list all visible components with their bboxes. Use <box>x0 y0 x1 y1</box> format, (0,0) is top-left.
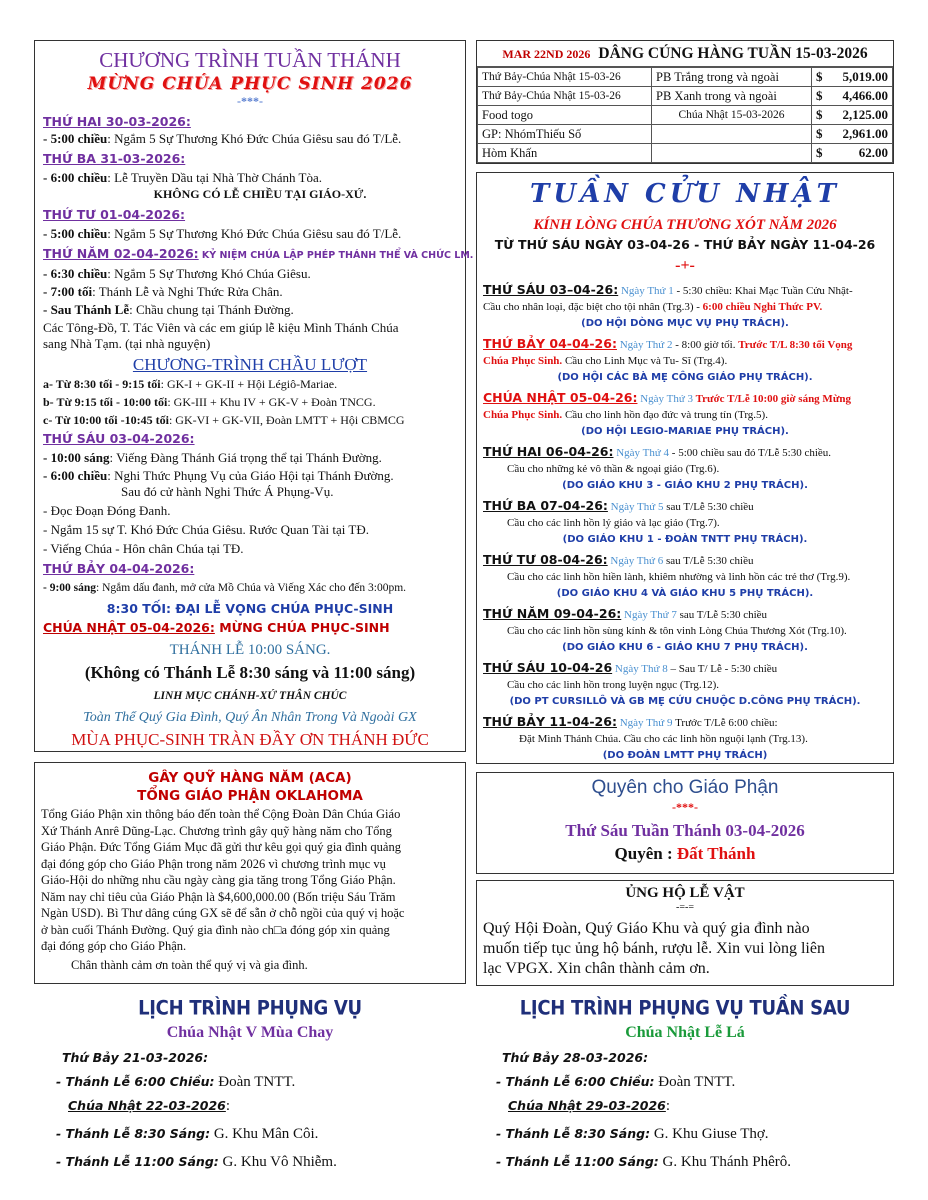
offering-cell-d: 5,019.00 <box>830 68 893 87</box>
offering-cell-a: Thứ Bảy-Chúa Nhật 15-03-26 <box>478 87 652 106</box>
novena-day-heading: THỨ BẢY 11-04-26: <box>483 714 617 729</box>
aca-line: ở bàn cuối Thánh Đường. Quý gia đình nào ch□a đóng góp xin quảng <box>41 922 390 937</box>
novena-day-note: (DO GIÁO KHU 3 - GIÁO KHU 2 PHỤ TRÁCH). <box>562 480 808 491</box>
aca-body <box>41 806 459 955</box>
schedule-next-subtitle: Chúa Nhật Lễ Lá <box>625 1024 745 1041</box>
novena-day-number: Ngày Thứ 9 <box>616 717 673 729</box>
support-line: Quý Hội Đoàn, Quý Giáo Khu và quý gia đình nào <box>483 920 810 937</box>
adoration-c: c- Từ 10:00 tối -10:45 tối: GK-VI + GK-VII, Đoàn LMTT + Hội CBMCG <box>43 413 405 427</box>
schedule-current-title: LỊCH TRÌNH PHỤNG VỤ <box>138 996 362 1020</box>
monday-heading: THỨ HAI 30-03-2026: <box>43 114 191 129</box>
friday-line-2: - 6:00 chiều: Nghi Thức Phụng Vụ của Giáo Hội tại Thánh Đường. <box>43 468 394 483</box>
easter-vigil: 8:30 TỐI: ĐẠI LỄ VỌNG CHÚA PHỤC-SINH <box>106 601 394 616</box>
thursday-line-1: - 6:30 chiều: Ngắm 5 Sự Thương Khó Chúa Giêsu. <box>43 266 311 281</box>
saturday-line-1: - 9:00 sáng: Ngắm dấu đanh, mở cửa Mồ Chúa và Viếng Xác cho đến 3:00pm. <box>43 582 407 594</box>
novena-title: TUẦN CỬU NHẬT <box>530 179 840 209</box>
holy-week-title: CHƯƠNG TRÌNH TUẦN THÁNH <box>99 48 401 72</box>
schedule-next-mass-2: - Thánh Lễ 11:00 Sáng: G. Khu Thánh Phêrô. <box>496 1154 791 1170</box>
novena-day-number: Ngày Thứ 3 <box>637 393 694 405</box>
schedule-next <box>476 996 894 1174</box>
offering-cell-d: 2,961.00 <box>830 125 893 144</box>
novena-day-note: (DO PT CURSILLÔ VÀ GB MẸ CỨU CHUỘC D.CÔNG PHỤ TRÁCH). <box>509 696 861 707</box>
monday-line: - 5:00 chiều: Ngắm 5 Sự Thương Khó Đức Chúa Giêsu sau đó T/Lễ. <box>43 131 402 146</box>
novena-subtitle-2: TỪ THỨ SÁU NGÀY 03-04-26 - THỨ BẢY NGÀY 11-04-26 <box>494 237 876 252</box>
support-body <box>483 919 887 979</box>
novena-day: THỨ HAI 06-04-26: Ngày Thứ 4 - 5:00 chiều sau đó T/Lễ 5:30 chiều. Cầu cho những kẻ vô thần & ngoại giáo (Trg.6). (DO GIÁO KHU 3 - GIÁO KHU 2 PHỤ TRÁCH). <box>483 443 887 494</box>
holy-week-box <box>34 40 474 752</box>
greeting-families: Toàn Thể Quý Gia Đình, Quý Ân Nhân Trong Và Ngoài GX <box>83 710 417 725</box>
wednesday-line: - 5:00 chiều: Ngắm 5 Sự Thương Khó Đức Chúa Giêsu sau đó T/Lễ. <box>43 226 402 241</box>
aca-line: đại đóng góp cho Giáo Phận trong năm 2026 vì chương trình mục vụ <box>41 856 386 871</box>
offering-cell-a: Hòm Khấn <box>478 144 652 163</box>
offering-cell-d: 4,466.00 <box>830 87 893 106</box>
novena-day-heading: CHÚA NHẬT 05-04-26: <box>483 390 638 405</box>
schedule-current-mass-2: - Thánh Lễ 11:00 Sáng: G. Khu Vô Nhiễm. <box>56 1154 337 1170</box>
offering-row <box>478 125 893 144</box>
offering-cell-d: 62.00 <box>830 144 893 163</box>
support-separator: -=-= <box>676 902 694 913</box>
novena-day-note: (DO GIÁO KHU 1 - ĐOÀN TNTT PHỤ TRÁCH). <box>562 534 808 545</box>
offering-cell-c: $ <box>812 87 830 106</box>
support-line: muốn tiếp tục ủng hộ bánh, rượu lễ. Xin vui lòng liên <box>483 940 825 957</box>
novena-day-number: Ngày Thứ 7 <box>621 609 677 621</box>
thursday-line-4: Các Tông-Đồ, T. Tác Viên và các em giúp lễ kiệu Mình Thánh Chúa <box>43 320 399 335</box>
novena-day-number: Ngày Thứ 8 <box>612 663 668 675</box>
novena-day-heading: THỨ BA 07-04-26: <box>483 498 608 513</box>
holy-week-subtitle: MỪNG CHÚA PHỤC SINH 2026 <box>87 74 413 94</box>
offering-row <box>478 106 893 125</box>
sunday-heading-2: MỪNG CHÚA PHỤC-SINH <box>214 620 390 635</box>
pastor-greeting: LINH MỤC CHÁNH-XỨ THÂN CHÚC <box>153 690 347 702</box>
novena-day-note: (DO HỘI LEGIO-MARIAE PHỤ TRÁCH). <box>581 426 789 437</box>
sunday-heading-row <box>43 619 457 637</box>
offering-cell-b: Chúa Nhật 15-03-2026 <box>652 106 812 125</box>
aca-line: đại đóng góp cho Giáo Phận. <box>41 939 187 953</box>
collection-title: Quyên cho Giáo Phận <box>591 777 779 798</box>
collection-date: Thứ Sáu Tuần Thánh 03-04-2026 <box>565 821 805 840</box>
aca-line: Ngàn USD). Bì Thư dâng cúng GX sẽ để sẵn ở chỗ ngồi của quý vị hoặc <box>41 906 405 920</box>
sunday-mass: THÁNH LỄ 10:00 SÁNG. <box>169 642 331 658</box>
support-box <box>476 880 894 986</box>
schedule-current-mass-1: - Thánh Lễ 8:30 Sáng: G. Khu Mân Côi. <box>56 1126 319 1142</box>
schedule-next-title: LỊCH TRÌNH PHỤNG VỤ TUẦN SAU <box>519 996 851 1020</box>
novena-box <box>476 172 894 764</box>
schedule-current-sat-mass: - Thánh Lễ 6:00 Chiều: Đoàn TNTT. <box>56 1074 296 1090</box>
offering-cell-b <box>652 125 812 144</box>
offering-cell-a: GP: NhómThiếu Số <box>478 125 652 144</box>
aca-line: Năm nay chỉ tiêu của Giáo Phận là $4,600,000.00 (Bốn triệu Sáu Trăm <box>41 889 396 904</box>
novena-day-heading: THỨ NĂM 09-04-26: <box>483 606 622 621</box>
novena-day-number: Ngày Thứ 6 <box>607 555 664 567</box>
novena-day: THỨ BẢY 11-04-26: Ngày Thứ 9 Trước T/Lễ 6:00 chiều: Đặt Mình Thánh Chúa. Cầu cho các linh hồn nguội lạnh (Trg.13). (DO ĐOÀN LMTT PHỤ TRÁCH) <box>483 713 887 764</box>
collection-value-row: Quyên : Đất Thánh <box>614 844 756 863</box>
offering-row <box>478 144 893 163</box>
friday-heading: THỨ SÁU 03-04-2026: <box>43 431 195 446</box>
adoration-title: CHƯƠNG-TRÌNH CHẦU LƯỢT <box>132 355 368 374</box>
novena-subtitle-1: KÍNH LÒNG CHÚA THƯƠNG XÓT NĂM 2026 <box>533 217 837 233</box>
friday-line-6: - Viếng Chúa - Hôn chân Chúa tại TĐ. <box>43 541 244 556</box>
adoration-a: a- Từ 8:30 tối - 9:15 tối: GK-I + GK-II + Hội Légiô-Mariae. <box>43 377 338 391</box>
novena-day: THỨ SÁU 10-04-26 Ngày Thứ 8 – Sau T/ Lễ - 5:30 chiều Cầu cho các linh hồn trong luyện ngục (Trg.12). (DO PT CURSILLÔ VÀ GB MẸ CỨU CHUỘC D.CÔNG PHỤ TRÁCH). <box>483 659 887 710</box>
aca-title: GÂY QUỸ HÀNG NĂM (ACA) <box>148 770 352 786</box>
novena-day-heading: THỨ BẢY 04-04-26: <box>483 336 617 351</box>
novena-day: THỨ NĂM 09-04-26: Ngày Thứ 7 sau T/Lễ 5:30 chiều Cầu cho các linh hồn sùng kính & tôn vinh Lòng Chúa Thương Xót (Trg.10). (DO GIÁO KHU 6 - GIÁO KHU 7 PHỤ TRÁCH). <box>483 605 887 656</box>
offering-cell-c: $ <box>812 144 830 163</box>
schedule-next-sat: Thứ Bảy 28-03-2026: <box>502 1050 649 1065</box>
support-line: lạc VPGX. Xin chân thành cảm ơn. <box>483 960 710 977</box>
novena-day-number: Ngày Thứ 2 <box>616 339 673 351</box>
offering-row <box>478 87 893 106</box>
tuesday-note: KHÔNG CÓ LỄ CHIỀU TẠI GIÁO-XỨ. <box>153 187 367 201</box>
no-mass-note: (Không có Thánh Lễ 8:30 sáng và 11:00 sáng) <box>84 663 416 682</box>
friday-line-1: - 10:00 sáng: Viếng Đàng Thánh Giá trọng thể tại Thánh Đường. <box>43 450 382 465</box>
novena-day-note: (DO HỘI DÒNG MỤC VỤ PHỤ TRÁCH). <box>581 318 789 329</box>
novena-separator: -+- <box>675 257 695 274</box>
novena-day: THỨ BẢY 04-04-26: Ngày Thứ 2 - 8:00 giờ tối. Trước T/L 8:30 tối Vọng Chúa Phục Sinh. Cầu cho Linh Mục và Tu- Sĩ (Trg.4). (DO HỘI CÁC BÀ MẸ CÔNG GIÁO PHỤ TRÁCH). <box>483 335 887 386</box>
offering-cell-c: $ <box>812 106 830 125</box>
tuesday-line: - 6:00 chiều: Lễ Truyền Dầu tại Nhà Thờ Chánh Tòa. <box>43 170 323 185</box>
novena-days <box>483 281 887 764</box>
saturday-heading: THỨ BẢY 04-04-2026: <box>43 561 195 576</box>
aca-line: Tổng Giáo Phận xin thông báo đến toàn thể Cộng Đoàn Dân Chúa Giáo <box>41 807 401 821</box>
aca-line: Xứ Thánh Anrê Dũng-Lạc. Chương trình gây quỹ hàng năm cho Tổng <box>41 823 392 838</box>
offering-cell-d: 2,125.00 <box>830 106 893 125</box>
schedule-current-sun: Chúa Nhật 22-03-2026: <box>68 1098 231 1114</box>
thursday-line-2: - 7:00 tối: Thánh Lễ và Nghi Thức Rửa Chân. <box>43 284 283 299</box>
schedule-current-subtitle: Chúa Nhật V Mùa Chay <box>166 1024 334 1041</box>
schedule-next-sat-mass: - Thánh Lễ 6:00 Chiều: Đoàn TNTT. <box>496 1074 736 1090</box>
novena-day-note: (DO ĐOÀN LMTT PHỤ TRÁCH) <box>602 750 768 761</box>
friday-line-3: Sau đó cử hành Nghi Thức Á Phụng-Vụ. <box>121 484 334 499</box>
offering-cell-c: $ <box>812 68 830 87</box>
thursday-heading: THỨ NĂM 02-04-2026: <box>43 246 199 261</box>
offering-header <box>477 41 893 67</box>
offering-cell-c: $ <box>812 125 830 144</box>
schedule-current <box>34 996 466 1174</box>
offering-row <box>478 68 893 87</box>
thursday-note: KỶ NIỆM CHÚA LẬP PHÉP THÁNH THỂ VÀ CHỨC LM. <box>201 250 474 261</box>
aca-subtitle: TỔNG GIÁO PHẬN OKLAHOMA <box>137 788 363 804</box>
support-title: ỦNG HỘ LỄ VẬT <box>625 885 745 901</box>
offering-table <box>477 67 893 163</box>
offering-cell-b: PB Trắng trong và ngoài <box>652 68 812 87</box>
novena-day-heading: THỨ HAI 06-04-26: <box>483 444 614 459</box>
offering-box <box>476 40 894 164</box>
novena-day-note: (DO GIÁO KHU 4 VÀ GIÁO KHU 5 PHỤ TRÁCH). <box>556 588 814 599</box>
wednesday-heading: THỨ TƯ 01-04-2026: <box>43 207 186 222</box>
greeting-blessing: MÙA PHỤC-SINH TRÀN ĐẦY ƠN THÁNH ĐỨC <box>71 730 429 749</box>
schedule-next-sun: Chúa Nhật 29-03-2026: <box>508 1098 671 1114</box>
offering-cell-b: PB Xanh trong và ngoài <box>652 87 812 106</box>
stars-separator: -***- <box>237 94 263 108</box>
collection-stars: -***- <box>672 800 698 814</box>
tuesday-heading: THỨ BA 31-03-2026: <box>43 151 186 166</box>
novena-day: THỨ BA 07-04-26: Ngày Thứ 5 sau T/Lễ 5:30 chiều Cầu cho các linh hồn lý giáo và lạc giáo (Trg.7). (DO GIÁO KHU 1 - ĐOÀN TNTT PHỤ TRÁCH). <box>483 497 887 548</box>
novena-day-heading: THỨ SÁU 03–04-26: <box>483 282 619 297</box>
novena-day-heading: THỨ SÁU 10-04-26 <box>483 660 613 675</box>
novena-day-note: (DO HỘI CÁC BÀ MẸ CÔNG GIÁO PHỤ TRÁCH). <box>557 372 813 383</box>
thursday-line-5: sang Nhà Tạm. (tại nhà nguyện) <box>43 336 211 351</box>
novena-day: THỨ SÁU 03–04-26: Ngày Thứ 1 - 5:30 chiều: Khai Mạc Tuần Cửu Nhật- Cầu cho nhân loại, đặc biệt cho tội nhân (Trg.3) - 6:00 chiều Nghi Thức PV. (DO HỘI DÒNG MỤC VỤ PHỤ TRÁCH). <box>483 281 887 332</box>
offering-cell-a: Food togo <box>478 106 652 125</box>
friday-line-4: - Đọc Đoạn Đóng Đanh. <box>43 503 171 518</box>
offering-cell-a: Thứ Bảy-Chúa Nhật 15-03-26 <box>478 68 652 87</box>
schedule-current-sat: Thứ Bảy 21-03-2026: <box>62 1050 209 1065</box>
novena-day: CHÚA NHẬT 05-04-26: Ngày Thứ 3 Trước T/Lễ 10:00 giờ sáng Mừng Chúa Phục Sinh. Cầu cho linh hồn đạo đức và trung tín (Trg.5). (DO HỘI LEGIO-MARIAE PHỤ TRÁCH). <box>483 389 887 440</box>
novena-day-number: Ngày Thứ 4 <box>613 447 670 459</box>
thursday-heading-row <box>43 245 474 264</box>
novena-day: THỨ TƯ 08-04-26: Ngày Thứ 6 sau T/Lễ 5:30 chiều Cầu cho các linh hồn hiền lành, khiêm nhường và linh hồn các trẻ thơ (Trg.9). (DO GIÁO KHU 4 VÀ GIÁO KHU 5 PHỤ TRÁCH). <box>483 551 887 602</box>
friday-line-5: - Ngắm 15 sự T. Khó Đức Chúa Giêsu. Rước Quan Tài tại TĐ. <box>43 522 370 537</box>
offering-cell-b <box>652 144 812 163</box>
sunday-heading: CHÚA NHẬT 05-04-2026: <box>43 620 215 635</box>
novena-day-number: Ngày Thứ 1 <box>618 285 674 297</box>
aca-thanks: Chân thành cảm ơn toàn thể quý vị và gia đình. <box>71 957 308 972</box>
offering-date-tag: MAR 22ND 2026 <box>502 47 591 61</box>
aca-box <box>34 762 466 984</box>
collection-box <box>476 772 894 874</box>
offering-title: DÂNG CÚNG HÀNG TUẦN 15-03-2026 <box>598 45 868 62</box>
collection-value: Đất Thánh <box>676 844 756 863</box>
aca-line: Giáo-Hội do những nhu cầu ngày càng gia tăng trong Tổng Giáo Phận. <box>41 873 396 887</box>
novena-day-number: Ngày Thứ 5 <box>607 501 664 513</box>
adoration-b: b- Từ 9:15 tối - 10:00 tối: GK-III + Khu IV + GK-V + Đoàn TNCG. <box>43 395 376 409</box>
schedule-next-mass-1: - Thánh Lễ 8:30 Sáng: G. Khu Giuse Thợ. <box>496 1126 769 1142</box>
novena-day-heading: THỨ TƯ 08-04-26: <box>483 552 608 567</box>
thursday-line-3: - Sau Thánh Lễ: Chầu chung tại Thánh Đường. <box>43 302 294 317</box>
novena-day-note: (DO GIÁO KHU 6 - GIÁO KHU 7 PHỤ TRÁCH). <box>562 642 808 653</box>
aca-line: Giáo Phận. Đức Tổng Giám Mục đã gửi thư kêu gọi quý gia đình quảng <box>41 840 401 854</box>
